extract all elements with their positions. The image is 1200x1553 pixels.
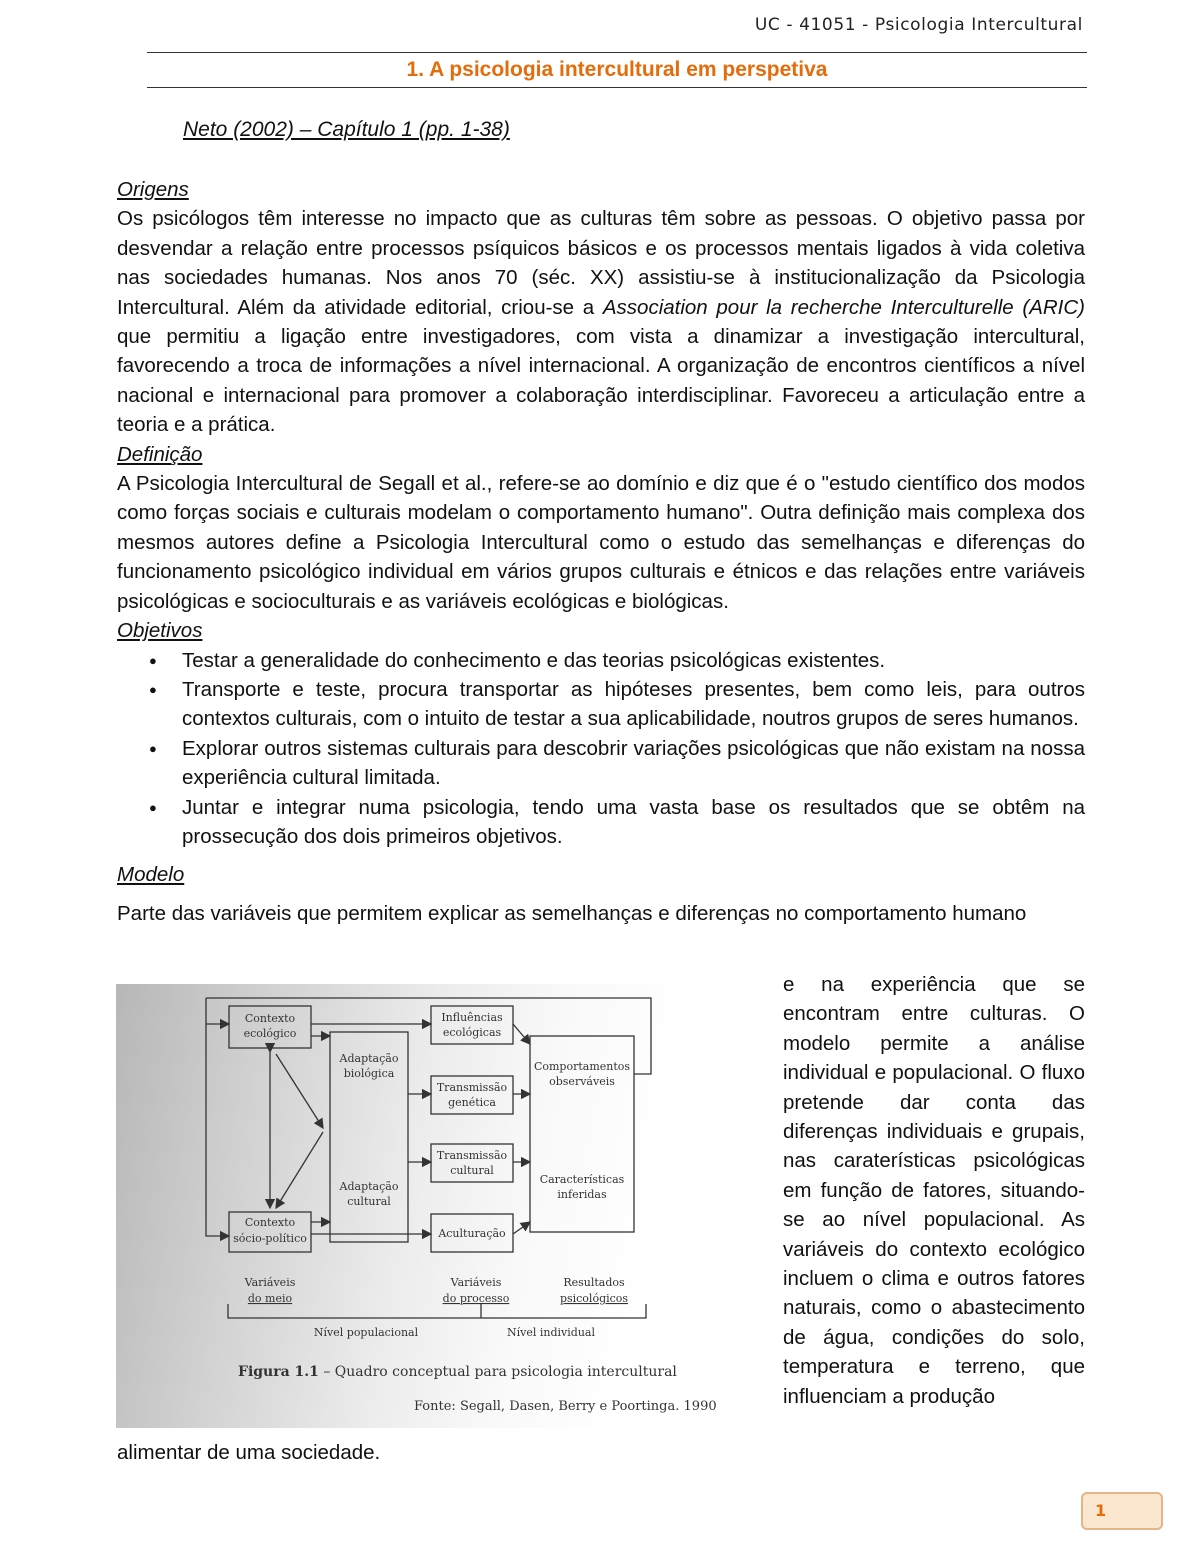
list-item: ● Juntar e integrar numa psicologia, tendo uma vasta base os resultados que se obtêm na prossecução dos dois primeiros objetivos.	[117, 793, 1085, 852]
fig-label: Transmissão	[436, 1149, 508, 1162]
fig-label: Nível individual	[507, 1326, 595, 1339]
fig-label: cultural	[347, 1195, 391, 1208]
fig-label: Variáveis	[450, 1276, 502, 1289]
figure-conceptual-framework	[116, 984, 766, 1428]
list-item: ● Transporte e teste, procura transportar as hipóteses presentes, bem como leis, para outros contextos culturais, com o intuito de testar a sua aplicabilidade, noutros grupos de seres humanos.	[117, 675, 1085, 734]
fig-label: psicológicos	[559, 1292, 629, 1305]
fig-label: Contexto	[244, 1216, 296, 1229]
fig-label: do processo	[442, 1292, 510, 1305]
origens-paragraph: Os psicólogos têm interesse no impacto que as culturas têm sobre as pessoas. O objetivo passa por desvendar a relação entre processos psíquicos básicos e os processos mentais ligados à vida coletiva nas sociedades humanas. Nos anos 70 (séc. XX) assistiu-se à institucionalização da Psicologia Intercultural. Além da atividade editorial, criou-se a Association pour la recherche Interculturelle (ARIC) que permitiu a ligação entre investigadores, com vista a dinamizar a investigação intercultural, favorecendo a troca de informações a nível internacional. A organização de encontros científicos a nível nacional e internacional para promover a colaboração interdisciplinar. Favoreceu a articulação entre a teoria e a prática.	[117, 207, 1085, 437]
figure-source: Fonte: Segall, Dasen, Berry e Poortinga. 1990	[414, 1399, 717, 1414]
heading-definicao: Definição	[117, 442, 203, 466]
heading-origens: Origens	[117, 178, 189, 201]
fig-label: Características	[539, 1173, 625, 1186]
fig-label: observáveis	[549, 1075, 615, 1088]
modelo-final-line: alimentar de uma sociedade.	[117, 1441, 381, 1464]
fig-label: Aculturação	[438, 1227, 506, 1240]
fig-label: Contexto	[244, 1012, 296, 1025]
body-text	[117, 175, 1085, 928]
top-rule	[147, 52, 1087, 53]
fig-label: Influências	[441, 1011, 503, 1024]
fig-label: Adaptação	[339, 1180, 399, 1193]
page-number: 1	[1095, 1501, 1107, 1520]
fig-label: Transmissão	[436, 1081, 508, 1094]
heading-objetivos: Objetivos	[117, 619, 203, 643]
definicao-paragraph: A Psicologia Intercultural de Segall et al., refere-se ao domínio e diz que é o "estudo científico dos modos como forças sociais e culturais modelam o comportamento humano". Outra definição mais complexa dos mesmos autores define a Psicologia Intercultural como o estudo das semelhanças e diferenças do funcionamento psicológico individual em vários grupos culturais e étnicos e das relações entre variáveis psicológicas e socioculturais e as variáveis ecológicas e biológicas.	[117, 472, 1085, 613]
objetivos-list	[117, 646, 1085, 852]
figure-caption: Figura 1.1 – Quadro conceptual para psicologia intercultural	[238, 1364, 677, 1380]
fig-label: genética	[448, 1096, 496, 1109]
heading-modelo: Modelo	[117, 863, 185, 887]
fig-label: ecológicas	[442, 1026, 502, 1039]
fig-label: do meio	[247, 1292, 293, 1305]
modelo-intro: Parte das variáveis que permitem explicar as semelhanças e diferenças no comportamento humano	[117, 901, 1027, 925]
fig-label: Comportamentos	[533, 1060, 631, 1073]
section-title: 1. A psicologia intercultural em perspetiva	[406, 58, 828, 81]
fig-label: Nível populacional	[313, 1326, 419, 1339]
modelo-wrap-text: e na experiência que se encontram entre culturas. O modelo permite a análise individual e populacional. O fluxo pretende dar conta das diferenças individuais e grupais, nas caraterísticas psicológicas em função de fatores, situando-se ao nível populacional. As variáveis do contexto ecológico incluem o clima e outros fatores naturais, como o abastecimento de água, condições do solo, temperatura e terreno, que influenciam a produção	[783, 973, 1085, 1408]
fig-label: cultural	[450, 1164, 494, 1177]
list-item: ● Explorar outros sistemas culturais para descobrir variações psicológicas que não existam na nossa experiência cultural limitada.	[117, 734, 1085, 793]
fig-label: sócio-político	[233, 1232, 307, 1245]
course-header: UC - 41051 - Psicologia Intercultural	[754, 15, 1083, 35]
fig-label: Variáveis	[244, 1276, 296, 1289]
chapter-reference: Neto (2002) – Capítulo 1 (pp. 1-38)	[183, 118, 510, 141]
fig-label: inferidas	[557, 1188, 607, 1201]
title-rule	[147, 87, 1087, 88]
fig-label: ecológico	[243, 1027, 297, 1040]
fig-label: Adaptação	[339, 1052, 399, 1065]
fig-label: biológica	[343, 1067, 395, 1080]
figure-diagram	[116, 984, 766, 1428]
list-item: ● Testar a generalidade do conhecimento e das teorias psicológicas existentes.	[117, 646, 1085, 675]
page-number-badge	[1081, 1492, 1163, 1530]
fig-label: Resultados	[563, 1276, 625, 1289]
